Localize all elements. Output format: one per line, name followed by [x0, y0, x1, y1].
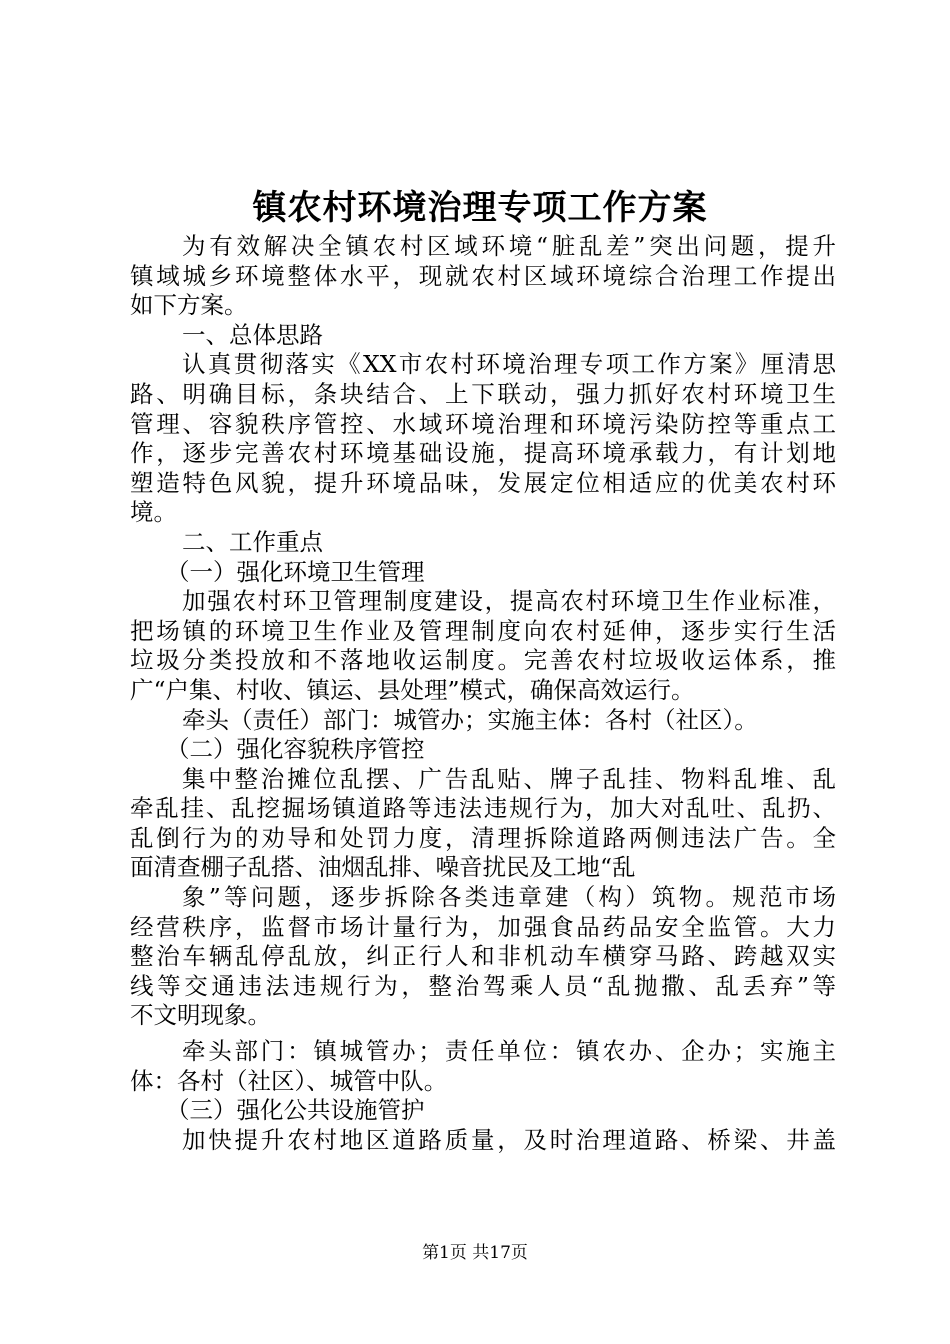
body-line: 乱倒行为的劝导和处罚力度，清理拆除道路两侧违法广告。全	[130, 823, 836, 852]
body-line: 为有效解决全镇农村区域环境“脏乱差”突出问题，提升	[182, 232, 836, 260]
subsection-heading: （二）强化容貌秩序管控	[166, 735, 425, 764]
body-line: 牵乱挂、乱挖掘场镇道路等违法违规行为，加大对乱吐、乱扔、	[130, 794, 836, 823]
body-line: 如下方案。	[130, 291, 248, 320]
body-line: 广“户集、村收、镇运、县处理”模式，确保高效运行。	[130, 675, 695, 704]
body-line: 境。	[130, 498, 177, 527]
body-line: 加强农村环卫管理制度建设，提高农村环境卫生作业标准，	[182, 587, 836, 616]
document-body	[130, 232, 836, 1155]
body-line: 线等交通违法违规行为，整治驾乘人员“乱抛撒、乱丢弃”等	[130, 971, 836, 1000]
body-line: 管理、容貌秩序管控、水域环境治理和环境污染防控等重点工	[130, 409, 836, 438]
body-line: 把场镇的环境卫生作业及管理制度向农村延伸，逐步实行生活	[130, 616, 836, 645]
body-line: 作，逐步完善农村环境基础设施，提高环境承载力，有计划地	[130, 439, 836, 468]
body-line: 集中整治摊位乱摆、广告乱贴、牌子乱挂、物料乱堆、乱	[182, 764, 836, 793]
body-line: 认真贯彻落实《XX市农村环境治理专项工作方案》厘清思	[182, 350, 836, 379]
body-line: 镇域城乡环境整体水平，现就农村区域环境综合治理工作提出	[130, 261, 836, 290]
document-title: 镇农村环境治理专项工作方案	[252, 188, 708, 228]
responsibility-line: 牵头部门：镇城管办；责任单位：镇农办、企办；实施主	[182, 1037, 836, 1066]
body-line: 加快提升农村地区道路质量，及时治理道路、桥梁、井盖	[182, 1125, 836, 1154]
body-line: 路、明确目标，条块结合、上下联动，强力抓好农村环境卫生	[130, 379, 836, 408]
section-heading: 二、工作重点	[182, 527, 323, 556]
body-line: 不文明现象。	[130, 1001, 271, 1030]
page-number-footer: 第1页 共17页	[422, 1243, 528, 1263]
body-line: 面清查棚子乱搭、油烟乱排、噪音扰民及工地“乱	[130, 853, 636, 882]
body-line: 整治车辆乱停乱放，纠正行人和非机动车横穿马路、跨越双实	[130, 942, 836, 971]
body-line: 垃圾分类投放和不落地收运制度。完善农村垃圾收运体系，推	[130, 646, 836, 675]
body-line: 塑造特色风貌，提升环境品味，发展定位相适应的优美农村环	[130, 468, 836, 497]
responsibility-line: 体：各村（社区）、城管中队。	[130, 1066, 448, 1095]
body-line: 象”等问题，逐步拆除各类违章建（构）筑物。规范市场	[182, 883, 836, 912]
section-heading: 一、总体思路	[182, 320, 323, 349]
body-line: 经营秩序，监督市场计量行为，加强食品药品安全监管。大力	[130, 912, 836, 941]
subsection-heading: （一）强化环境卫生管理	[166, 557, 425, 586]
responsibility-line: 牵头（责任）部门：城管办；实施主体：各村（社区）。	[182, 705, 758, 734]
subsection-heading: （三）强化公共设施管护	[166, 1096, 425, 1125]
